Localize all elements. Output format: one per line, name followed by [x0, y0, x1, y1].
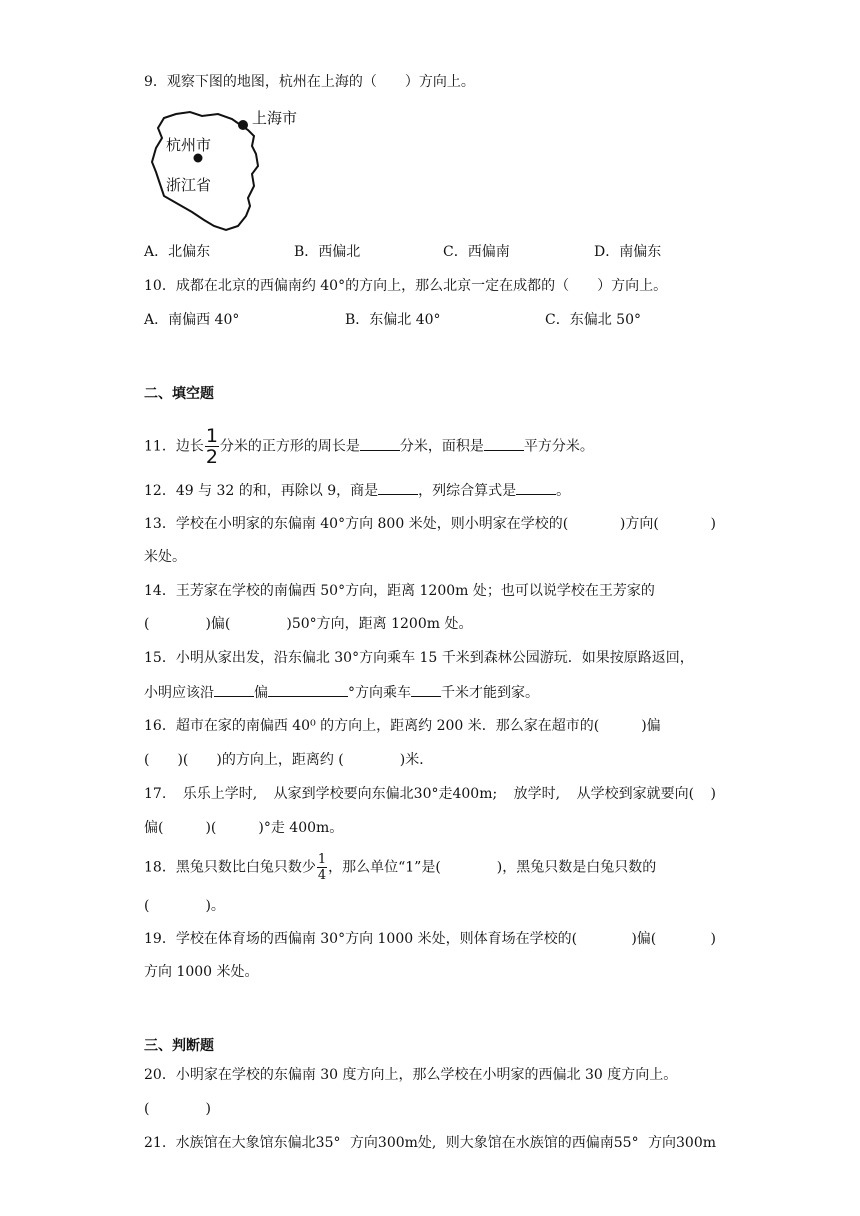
q16-line2: ( )( )的方向上，距离约 ( )米．	[144, 752, 434, 768]
section-title-true-false: 三、判断题	[144, 1038, 214, 1054]
answer-blank[interactable]	[268, 682, 348, 697]
q16-line1: 16．超市在家的南偏西 40⁰ 的方向上，距离约 200 米．那么家在超市的( )偏	[144, 718, 661, 734]
q14-line2: ( )偏( )50°方向，距离 1200m 处。	[144, 616, 473, 632]
q17-line1	[144, 784, 716, 804]
hangzhou-dot	[194, 154, 203, 163]
q11-part-d: 平方分米。	[523, 438, 594, 455]
fraction-denominator: 4	[317, 868, 327, 883]
q9-text: 9．观察下图的地图，杭州在上海的（ ）方向上。	[144, 74, 475, 90]
q14-line1: 14．王芳家在学校的南偏西 50°方向，距离 1200m 处；也可以说学校在王芳家的	[144, 583, 655, 599]
q17-seg-2: 乐乐上学时,	[182, 786, 258, 802]
q19-seg-1: 19．学校在体育场的西偏南 30°方向 1000 米处，则体育场在学校的(	[144, 931, 578, 947]
fraction-denominator: 2	[205, 446, 218, 468]
zhejiang-label: 浙江省	[166, 176, 212, 194]
q13-seg-1: 13．学校在小明家的东偏南 40°方向 800 米处，则小明家在学校的(	[144, 516, 569, 532]
q12-part-c: 。	[556, 483, 571, 499]
shanghai-dot	[238, 120, 248, 130]
q9-option-c: C．西偏南	[443, 244, 510, 260]
q19-seg-2: )偏(	[631, 931, 657, 947]
q15-part-c: °方向乘车	[348, 685, 411, 701]
q9-option-d: D．南偏东	[594, 244, 662, 260]
q15-part-d: 千米才能到家。	[441, 685, 539, 701]
answer-blank[interactable]	[411, 682, 441, 697]
q18-line2: ( )。	[144, 898, 225, 914]
fraction-numerator: 1	[205, 425, 218, 447]
q15-line2	[144, 682, 539, 703]
q13-line1	[144, 514, 716, 534]
q10-option-a: A．南偏西 40°	[144, 312, 240, 328]
answer-blank[interactable]	[484, 436, 524, 451]
fraction-one-quarter	[317, 852, 327, 883]
q19-line2: 方向 1000 米处。	[144, 964, 259, 980]
q21-seg-5: 方向300m	[648, 1135, 716, 1151]
q17-line2: 偏( )( )°走 400m。	[144, 820, 344, 836]
q12-part-a: 12．49 与 32 的和，再除以 9，商是	[144, 483, 379, 499]
q12-text	[144, 480, 570, 501]
answer-blank[interactable]	[214, 682, 254, 697]
shanghai-label: 上海市	[252, 109, 298, 127]
q21-seg-1: 21.	[144, 1135, 167, 1151]
answer-blank[interactable]	[360, 436, 400, 451]
q17-seg-4: 放学时,	[513, 786, 561, 802]
q12-part-b: ，列综合算式是	[418, 483, 517, 499]
q10-option-b: B．东偏北 40°	[345, 312, 441, 328]
q20-line1: 20．小明家在学校的东偏南 30 度方向上，那么学校在小明家的西偏北 30 度方向上。	[144, 1067, 678, 1083]
fraction-numerator: 1	[317, 852, 327, 867]
q13-seg-3: )	[710, 516, 716, 532]
q10-option-c: C．东偏北 50°	[545, 312, 641, 328]
q17-seg-3: 从家到学校要向东偏北30°走400m;	[273, 786, 498, 802]
q18-part-a: 18．黑兔只数比白兔只数少	[144, 859, 316, 876]
q11-part-b: 分米的正方形的周长是	[219, 438, 360, 455]
q17-seg-6: )	[710, 786, 716, 802]
q21-seg-4: 则大象馆在水族馆的西偏南55°	[445, 1135, 639, 1151]
q20-line2: ( )	[144, 1101, 211, 1117]
answer-blank[interactable]	[378, 480, 418, 495]
zhejiang-map	[144, 104, 304, 232]
answer-blank[interactable]	[516, 480, 556, 495]
q9-option-a: A．北偏东	[144, 244, 211, 260]
q9-option-b: B．西偏北	[294, 244, 361, 260]
q21-seg-2: 水族馆在大象馆东偏北35°	[175, 1135, 341, 1151]
q15-part-a: 小明应该沿	[144, 685, 214, 701]
q19-seg-3: )	[710, 931, 716, 947]
q13-line2: 米处。	[144, 549, 186, 565]
hangzhou-label: 杭州市	[166, 136, 212, 154]
q18-line1	[144, 852, 656, 883]
q18-part-b: ，那么单位“1”是( )，黑兔只数是白兔只数的	[328, 859, 657, 876]
q21-line1	[144, 1133, 716, 1153]
q19-line1	[144, 929, 716, 949]
q15-part-b: 偏	[254, 685, 268, 701]
section-title-fill-blank: 二、填空题	[144, 386, 214, 402]
q17-seg-5: 从学校到家就要向(	[576, 786, 695, 802]
q11-part-a: 11．边长	[144, 438, 204, 455]
q11-part-c: 分米，面积是	[399, 438, 484, 455]
q11-text	[144, 426, 594, 467]
q10-text: 10．成都在北京的西偏南约 40°的方向上，那么北京一定在成都的（ ）方向上。	[144, 278, 668, 294]
q17-seg-1: 17.	[144, 786, 167, 802]
q13-seg-2: )方向(	[619, 516, 659, 532]
fraction-one-half	[205, 426, 219, 467]
q21-seg-3: 方向300m处,	[349, 1135, 437, 1151]
q15-line1: 15．小明从家出发，沿东偏北 30°方向乘车 15 千米到森林公园游玩．如果按原路返回，	[144, 650, 694, 666]
